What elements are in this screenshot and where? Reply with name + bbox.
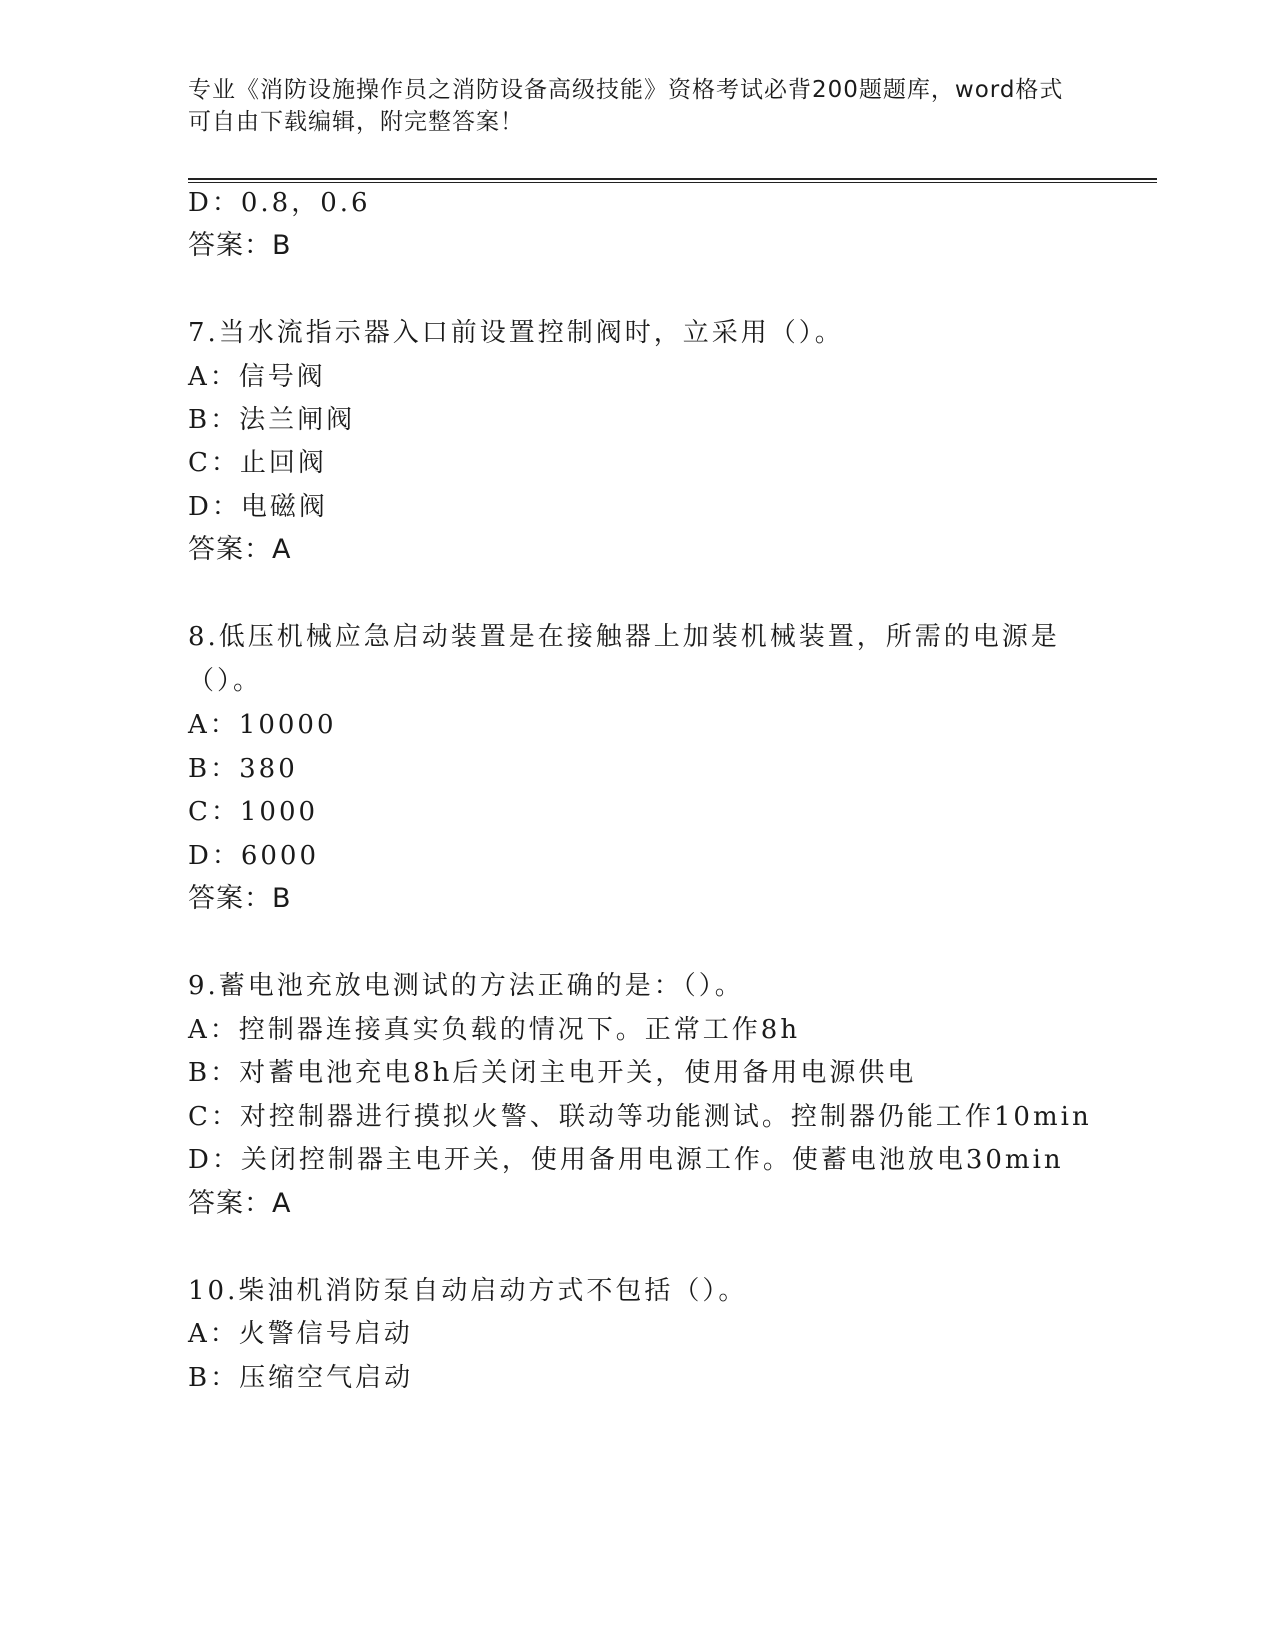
q7-option-c: C：止回阀 <box>188 448 327 478</box>
document-header: 专业《消防设施操作员之消防设备高级技能》资格考试必背200题题库，word格式可自由下载编辑，附完整答案！ <box>188 77 1064 135</box>
prev-option-d: D：0.8，0.6 <box>188 188 371 218</box>
prev-answer: 答案：B <box>188 230 292 261</box>
q8-question-line1: 8.低压机械应急启动装置是在接触器上加装机械装置，所需的电源是 <box>188 622 1060 652</box>
q9-option-d: D：关闭控制器主电开关，使用备用电源工作。使蓄电池放电30min <box>188 1145 1064 1175</box>
q10-option-b: B：压缩空气启动 <box>188 1363 414 1393</box>
q7-option-b: B：法兰闸阀 <box>188 405 356 435</box>
q7-answer: 答案：A <box>188 534 292 565</box>
q9-option-b: B：对蓄电池充电8h后关闭主电开关，使用备用电源供电 <box>188 1058 917 1088</box>
q9-option-c: C：对控制器进行摸拟火警、联动等功能测试。控制器仍能工作10min <box>188 1102 1092 1132</box>
q8-option-d: D：6000 <box>188 841 320 871</box>
q7-option-d: D：电磁阀 <box>188 492 328 522</box>
q9-question: 9.蓄电池充放电测试的方法正确的是：（）。 <box>188 971 744 1001</box>
q9-option-a: A：控制器连接真实负载的情况下。正常工作8h <box>188 1015 801 1045</box>
q8-option-a: A：10000 <box>188 710 337 740</box>
q9-answer: 答案：A <box>188 1188 292 1219</box>
q10-question: 10.柴油机消防泵自动启动方式不包括（）。 <box>188 1276 748 1306</box>
header-divider <box>188 178 1157 183</box>
q7-option-a: A：信号阀 <box>188 362 326 392</box>
q8-question-line2: （）。 <box>188 666 263 696</box>
q8-option-c: C：1000 <box>188 797 319 827</box>
q8-option-b: B：380 <box>188 754 298 784</box>
q7-question: 7.当水流指示器入口前设置控制阀时，立采用（）。 <box>188 318 844 348</box>
q10-option-a: A：火警信号启动 <box>188 1319 413 1349</box>
q8-answer: 答案：B <box>188 883 292 914</box>
